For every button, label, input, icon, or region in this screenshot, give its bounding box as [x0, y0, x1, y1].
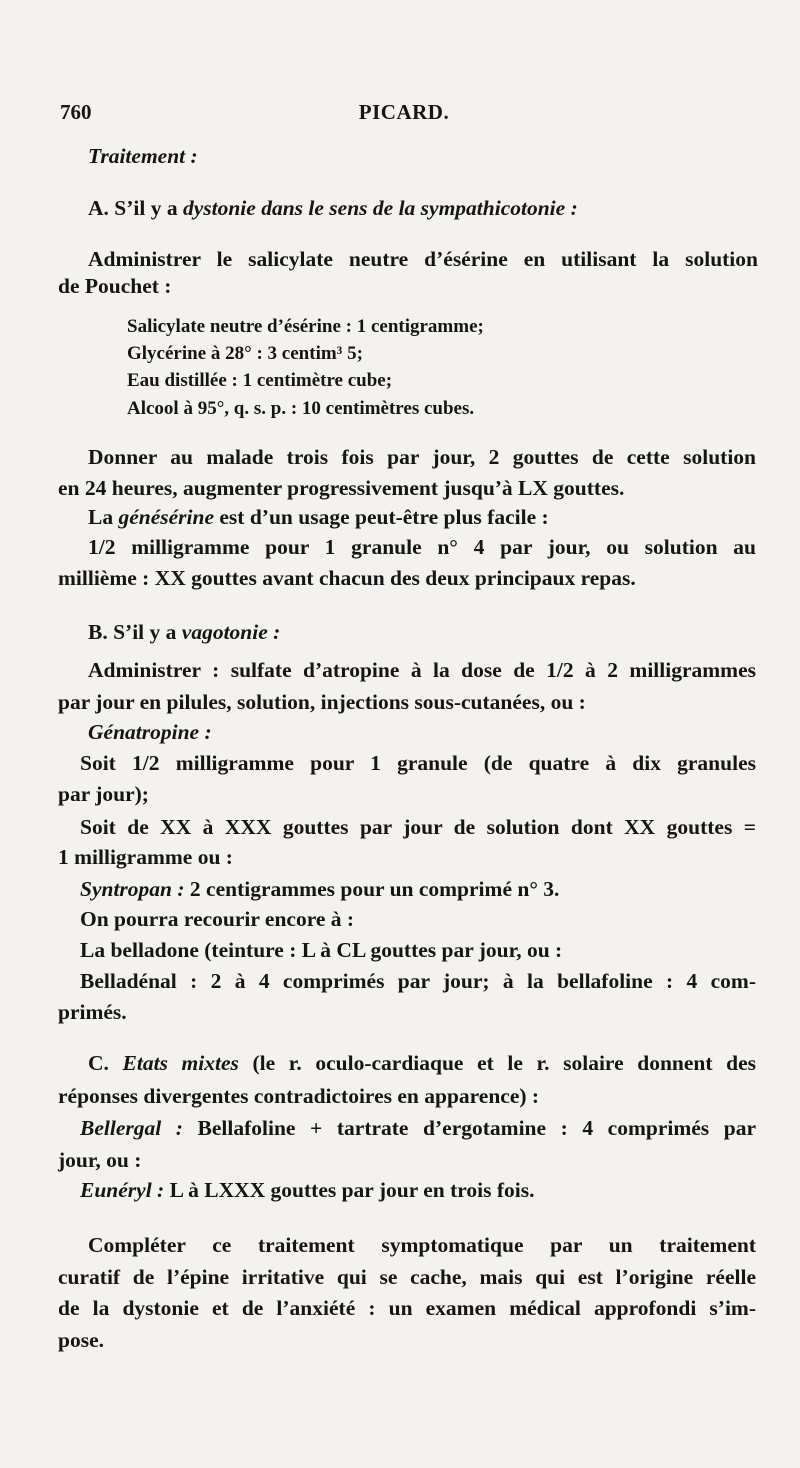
- paragraph-line: Soit 1/2 milligramme pour 1 granule (de quatre à dix granules: [80, 751, 756, 775]
- running-title: PICARD.: [358, 100, 450, 124]
- paragraph-line: pose.: [58, 1328, 104, 1352]
- paragraph-line: 1/2 milligramme pour 1 granule n° 4 par jour, ou solution au: [88, 535, 756, 559]
- paragraph-line: Donner au malade trois fois par jour, 2 gouttes de cette solution: [88, 445, 756, 469]
- paragraph-line: réponses divergentes contradictoires en apparence) :: [58, 1084, 540, 1108]
- paragraph-line: par jour en pilules, solution, injections sous-cutanées, ou :: [58, 690, 586, 714]
- formula-line: Eau distillée : 1 centimètre cube;: [127, 370, 393, 391]
- paragraph-line: en 24 heures, augmenter progressivement jusqu’à LX gouttes.: [58, 476, 625, 500]
- formula-line: Salicylate neutre d’ésérine : 1 centigramme;: [127, 316, 484, 337]
- paragraph-line: primés.: [58, 1000, 127, 1024]
- paragraph-line: La génésérine est d’un usage peut-être plus facile :: [88, 505, 549, 529]
- paragraph-line: par jour);: [58, 782, 149, 806]
- paragraph-line: Bellergal : Bellafoline + tartrate d’ergotamine : 4 comprimés par: [80, 1116, 756, 1140]
- drug-name: Génatropine :: [88, 720, 212, 744]
- formula-line: Alcool à 95°, q. s. p. : 10 centimètres cubes.: [127, 398, 475, 419]
- paragraph-line: Syntropan : 2 centigrammes pour un comprimé n° 3.: [80, 877, 560, 901]
- paragraph-line: de la dystonie et de l’anxiété : un examen médical approfondi s’im-: [58, 1296, 756, 1320]
- subsection-a-heading: A. S’il y a dystonie dans le sens de la sympathicotonie :: [88, 196, 578, 220]
- paragraph-line: Compléter ce traitement symptomatique par un traitement: [88, 1233, 756, 1257]
- paragraph-line: Soit de XX à XXX gouttes par jour de solution dont XX gouttes =: [80, 815, 756, 839]
- page-number: 760: [60, 100, 92, 124]
- subsection-b-heading: B. S’il y a vagotonie :: [88, 620, 281, 644]
- paragraph-line: Administrer : sulfate d’atropine à la dose de 1/2 à 2 milligrammes: [88, 658, 756, 682]
- paragraph-line: Belladénal : 2 à 4 comprimés par jour; à la bellafoline : 4 com-: [80, 969, 756, 993]
- paragraph-line: curatif de l’épine irritative qui se cache, mais qui est l’origine réelle: [58, 1265, 756, 1289]
- section-heading: Traitement :: [88, 144, 198, 168]
- subsection-c-heading: C. Etats mixtes (le r. oculo-cardiaque et le r. solaire donnent des: [88, 1051, 756, 1075]
- paragraph-line: Administrer le salicylate neutre d’ésérine en utilisant la solution: [88, 247, 758, 271]
- paragraph-line: 1 milligramme ou :: [58, 845, 233, 869]
- paragraph-line: La belladone (teinture : L à CL gouttes par jour, ou :: [80, 938, 563, 962]
- paragraph-line: de Pouchet :: [58, 274, 172, 298]
- page-header: [60, 100, 748, 128]
- paragraph-line: Eunéryl : L à LXXX gouttes par jour en trois fois.: [80, 1178, 535, 1202]
- paragraph-line: On pourra recourir encore à :: [80, 907, 355, 931]
- paragraph-line: millième : XX gouttes avant chacun des deux principaux repas.: [58, 566, 636, 590]
- formula-line: Glycérine à 28° : 3 centim³ 5;: [127, 343, 363, 364]
- paragraph-line: jour, ou :: [58, 1148, 142, 1172]
